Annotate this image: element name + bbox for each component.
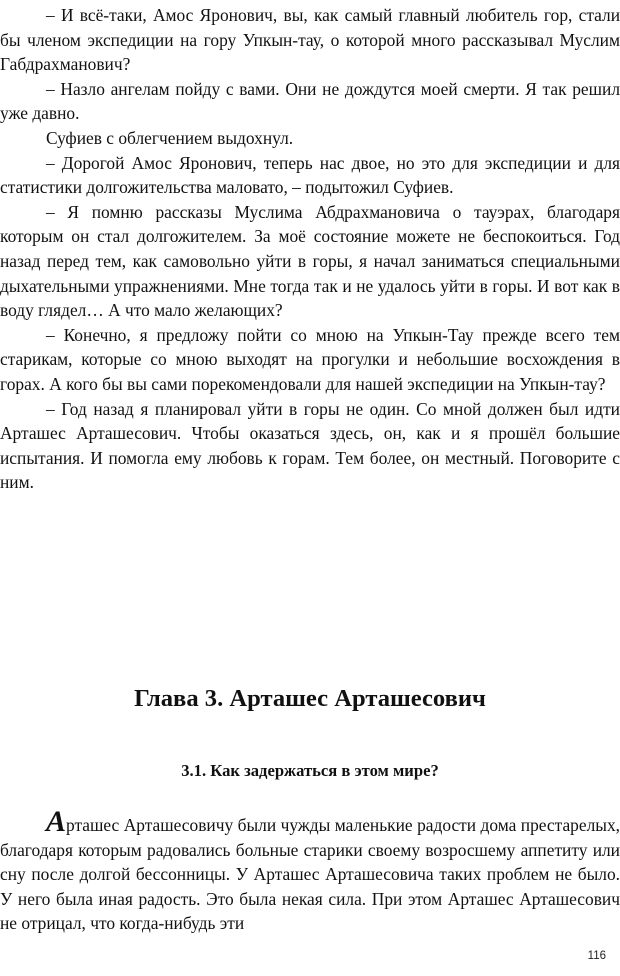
paragraph-4: – Дорогой Амос Яронович, теперь нас двое, но это для экспедиции и для статистики долгожительства маловато, – подытожил Суфиев. [0, 152, 620, 198]
paragraph-6: – Конечно, я предложу пойти со мною на Упкын-Тау прежде всего тем старикам, которые со мною выходят на прогулки и небольшие восхождения в горах. А кого бы вы сами порекомендовали для нашей экспедиции на Упкын-тау? [0, 324, 620, 394]
chapter-first-paragraph [0, 805, 620, 936]
chapter-title: Глава 3. Арташес Арташесович [134, 685, 486, 712]
paragraph-1: – И всё-таки, Амос Яронович, вы, как самый главный любитель гор, стали бы членом экспедиции на гору Упкын-тау, о которой много рассказывал Муслим Габдрахманович? [0, 5, 620, 75]
paragraph-3: Суфиев с облегчением выдохнул. [46, 127, 294, 148]
chapter-body-text: рташес Арташесовичу были чужды маленькие радости дома престарелых, благодаря которым радовались больные старики своему возросшему аппетиту или сну после долгой бессонницы. У Арташес Арташесовича таких проблем не было. У него была иная радость. Это была некая сила. При этом Арташес Арташесович не отрицал, что когда-нибудь эти [0, 815, 620, 934]
section-title: 3.1. Как задержаться в этом мире? [181, 761, 439, 780]
paragraph-5: – Я помню рассказы Муслима Абдрахмановича о тауэрах, благодаря которым он стал долгожителем. За моё состояние можете не беспокоиться. Год назад перед тем, как самовольно уйти в горы, я начал заниматься специальными дыхательными упражнениями. Мне тогда так и не удалось уйти в горы. И вот как в воду глядел… А что мало желающих? [0, 201, 620, 321]
paragraph-2: – Назло ангелам пойду с вами. Они не дождутся моей смерти. Я так решил уже давно. [0, 78, 620, 124]
page-number: 116 [587, 950, 606, 962]
drop-cap-letter: А [46, 805, 67, 838]
chapter-body [0, 805, 620, 936]
paragraph-7: – Год назад я планировал уйти в горы не один. Со мной должен был идти Арташес Арташесович. Чтобы оказаться здесь, он, как и я прошёл большие испытания. И помогла ему любовь к горам. Тем более, он местный. Поговорите с ним. [0, 398, 620, 493]
dialogue-text-block [0, 3, 620, 495]
